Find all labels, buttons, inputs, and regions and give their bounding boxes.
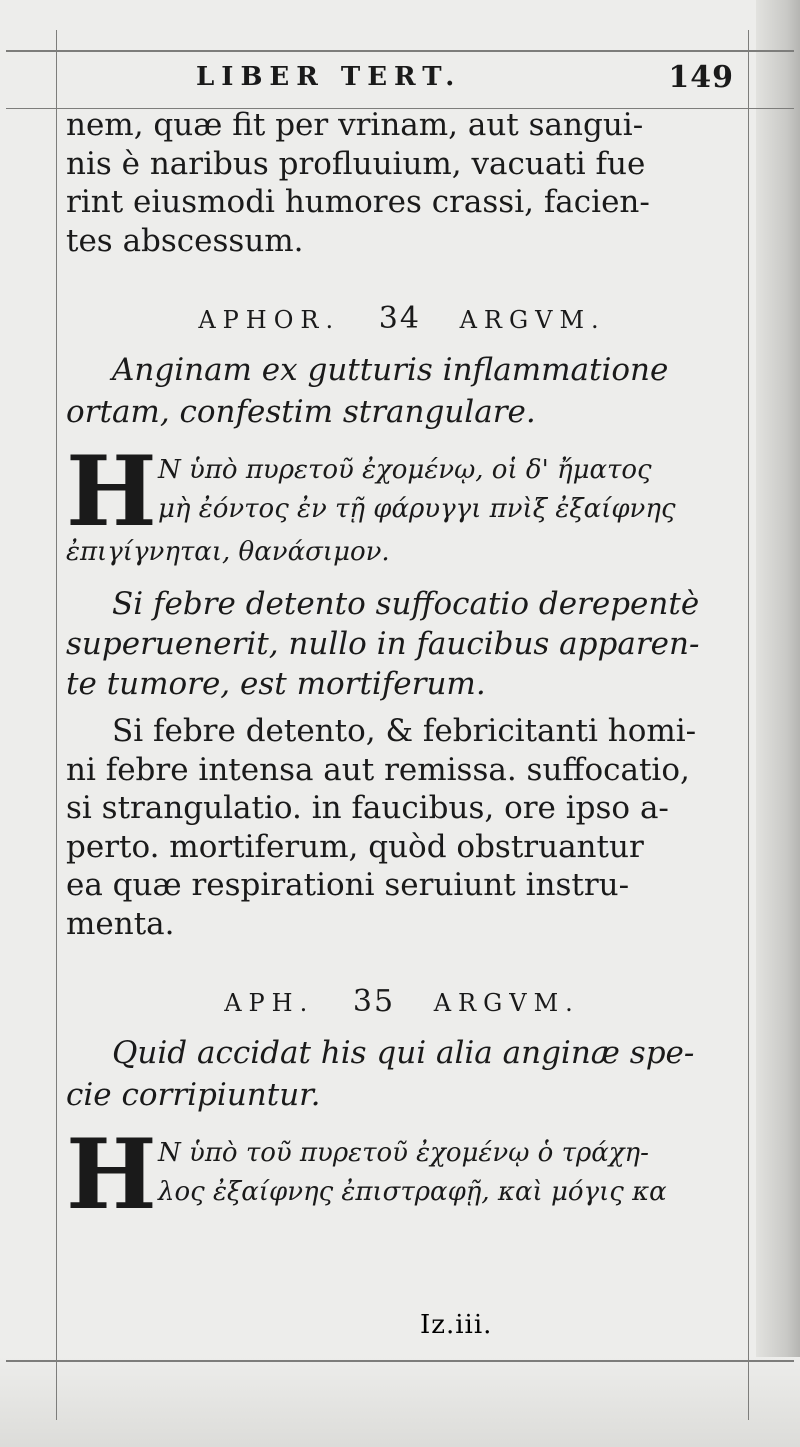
aphorism-number: 35 xyxy=(352,984,396,1019)
bottom-rule xyxy=(6,1360,794,1362)
page-edge-shadow xyxy=(756,0,800,1447)
signature-mark: Iz.iii. xyxy=(420,1310,493,1340)
aphorism-35-argument: Quid accidat his qui alia anginæ spe- cie corripiuntur. xyxy=(66,1035,695,1113)
page-bottom-shadow xyxy=(0,1357,800,1447)
aphorism-34-latin xyxy=(66,584,738,704)
commentary-line: perto. mortiferum, quòd obstruantur xyxy=(66,828,644,865)
running-title: LIBER TERT. xyxy=(196,62,462,92)
latin-line: te tumore, est mortiferum. xyxy=(66,666,486,702)
argum-label: ARGVM. xyxy=(459,306,606,334)
commentary-line: menta. xyxy=(66,905,175,942)
top-rule xyxy=(6,50,794,52)
greek-line: ἐπιγίγνηται, θανάσιμον. xyxy=(66,537,390,567)
carryover-paragraph xyxy=(66,106,738,260)
text-block xyxy=(66,56,738,1244)
aphorism-35-heading xyxy=(66,984,738,1019)
argum-label: ARGVM. xyxy=(433,989,580,1017)
text-line: tes abscessum. xyxy=(66,222,304,259)
latin-line: Si febre detento suffocatio derepentè xyxy=(112,586,700,622)
drop-capital: H xyxy=(66,435,157,548)
text-line: nem, quæ fit per vrinam, aut sangui- xyxy=(66,107,644,143)
aphorism-34-greek xyxy=(66,435,738,572)
greek-line: N ὑπὸ πυρετοῦ ἐχομένῳ, οἱ δ' ἤματος xyxy=(158,455,652,485)
greek-line: μὴ ἐόντος ἐν τῇ φάρυγγι πνὶξ ἐξαίφνης xyxy=(158,494,676,524)
commentary-line: ea quæ respirationi seruiunt instru- xyxy=(66,867,630,903)
greek-line: N ὑπὸ τοῦ πυρετοῦ ἐχομένῳ ὁ τράχη- xyxy=(158,1138,649,1168)
page-number: 149 xyxy=(668,60,734,95)
aphorism-34-heading xyxy=(66,301,738,336)
aphorism-label: APH. xyxy=(224,989,315,1017)
latin-line: superuenerit, nullo in faucibus apparen- xyxy=(66,626,700,662)
aphorism-34-commentary xyxy=(66,712,738,943)
aphorism-35-greek xyxy=(66,1118,738,1244)
drop-capital: H xyxy=(66,1118,157,1231)
aphorism-34-argument: Anginam ex gutturis inflammatione ortam, confestim strangulare. xyxy=(66,352,669,430)
commentary-line: ni febre intensa aut remissa. suffocatio, xyxy=(66,751,690,788)
text-line: nis è naribus profluuium, vacuati fue xyxy=(66,145,646,182)
text-line: rint eiusmodi humores crassi, facien- xyxy=(66,184,650,220)
right-rule xyxy=(748,30,749,1420)
commentary-line: si strangulatio. in faucibus, ore ipso a- xyxy=(66,790,669,826)
left-rule xyxy=(56,30,57,1420)
commentary-line: Si febre detento, & febricitanti homi- xyxy=(112,713,697,749)
aphorism-number: 34 xyxy=(378,301,421,336)
greek-line: λος ἐξαίφνης ἐπιστραφῇ, καὶ μόγις κα xyxy=(158,1177,667,1207)
aphorism-label: APHOR. xyxy=(198,306,341,334)
running-head xyxy=(66,56,738,106)
